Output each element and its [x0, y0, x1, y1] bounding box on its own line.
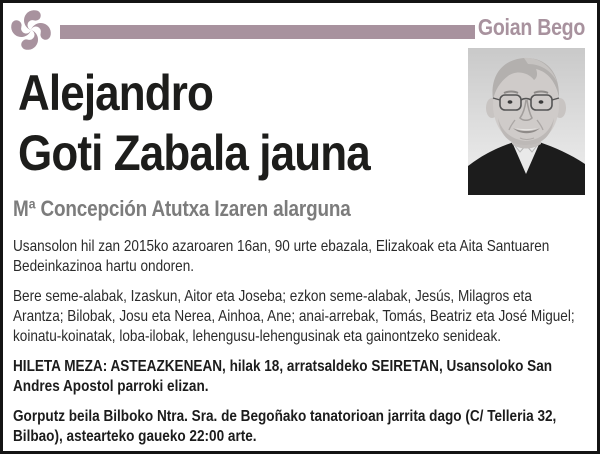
deceased-name-line1: Alejandro [18, 65, 214, 121]
wake-paragraph: Gorputz beila Bilboko Ntra. Sra. de Begoñako tanatorioan jarrita dago (C/ Telleria 32, Bilbao), astearteko gaueko 22:00 arte. [13, 408, 557, 445]
funeral-mass-paragraph: HILETA MEZA: ASTEAZKENEAN, hilak 18, arratsaldeko SEIRETAN, Usansoloko San Andres Apostol parroki elizan. [13, 358, 553, 395]
family-paragraph: Bere seme-alabak, Izaskun, Aitor eta Joseba; ezkon seme-alabak, Jesús, Milagros eta Arantza; Bilobak, Josu eta Nerea, Ainhoa, Ane; anai-arrebak, Tomás, Beatriz eta José Miguel; koinatu-koinatak, loba-ilobak, lehengusu-lehengusinak eta gainontzeko senideak. [13, 288, 575, 345]
lauburu-icon [7, 4, 55, 56]
header-rule [60, 25, 475, 39]
notice-body [13, 237, 581, 454]
widower-of-line: Mª Concepción Atutxa Izaren alarguna [13, 196, 351, 221]
portrait-photo-svg [468, 48, 585, 195]
lauburu-icon-svg [7, 4, 55, 56]
death-announcement-paragraph: Usansolon hil zan 2015ko azaroaren 16an, 90 urte ebazala, Elizakoak eta Aita Santuaren Bedeinkazinoa hartu ondoren. [13, 238, 550, 275]
deceased-photo [468, 48, 585, 195]
deceased-name-line2: Goti Zabala jauna [18, 125, 370, 181]
memorial-phrase: Goian Bego [477, 14, 585, 40]
deceased-name [18, 63, 476, 183]
